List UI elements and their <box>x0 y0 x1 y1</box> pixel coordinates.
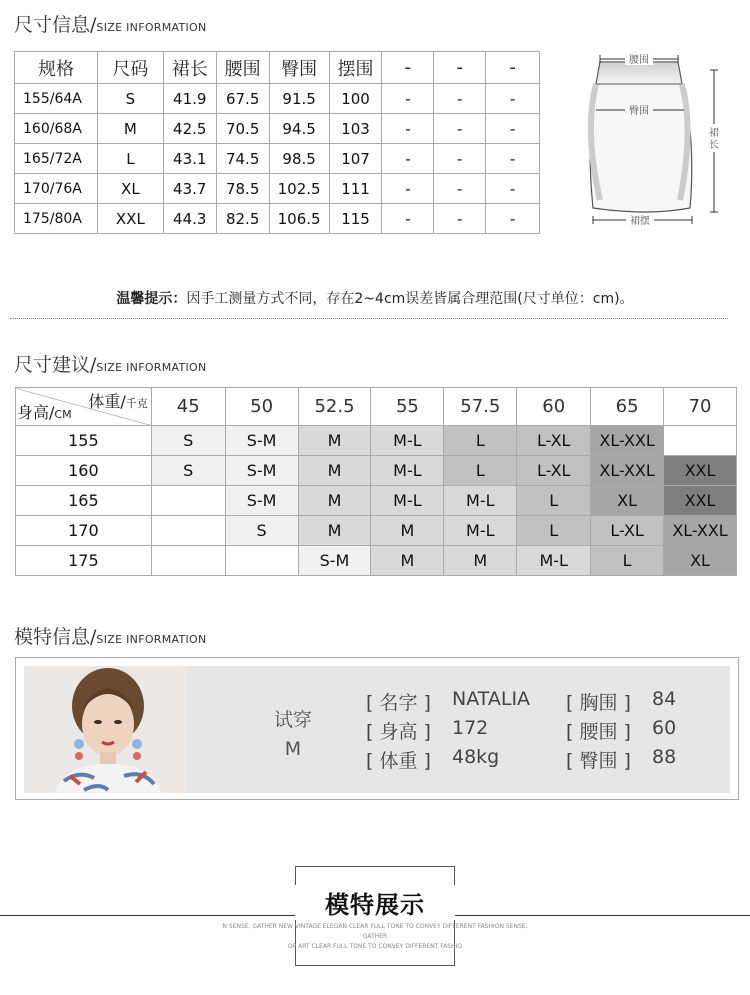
trial-size-value: M <box>284 738 302 760</box>
table-cell: 41.9 <box>163 84 216 114</box>
table-cell: XL <box>97 174 163 204</box>
size-cell: XL-XXL <box>591 426 664 456</box>
diagram-hip-label: 臀围 <box>629 106 649 117</box>
table-cell: - <box>486 84 540 114</box>
header-length: 裙长 <box>163 52 216 84</box>
size-cell: XL <box>664 546 737 576</box>
table-row <box>16 456 737 486</box>
model-name-label: [ 名字 ] <box>366 692 431 714</box>
table-cell: - <box>486 114 540 144</box>
height-header: 175 <box>16 546 152 576</box>
size-cell: XL <box>591 486 664 516</box>
table-cell: - <box>434 204 486 234</box>
table-cell: - <box>434 114 486 144</box>
size-cell: XL-XXL <box>664 516 737 546</box>
size-cell: S-M <box>225 456 298 486</box>
size-cell: L <box>444 456 517 486</box>
table-cell: 91.5 <box>269 84 329 114</box>
size-info-title-en: SIZE INFORMATION <box>96 21 207 34</box>
weight-axis-label: 体重/千克 <box>88 392 148 411</box>
size-cell: M <box>298 456 371 486</box>
diagram-hem-label: 裙摆 <box>630 216 650 227</box>
size-cell: S-M <box>225 426 298 456</box>
model-waist-value: 60 <box>652 717 677 739</box>
size-cell: L <box>591 546 664 576</box>
note-text: 因手工测量方式不同，存在2~4cm误差皆属合理范围(尺寸单位：cm)。 <box>186 291 634 307</box>
skirt-diagram <box>578 50 728 230</box>
weight-header: 50 <box>225 388 298 426</box>
header-blank: - <box>486 52 540 84</box>
model-bust-label: [ 胸围 ] <box>566 692 631 714</box>
table-cell: 115 <box>329 204 382 234</box>
weight-header-row <box>16 388 737 426</box>
table-cell: 74.5 <box>216 144 269 174</box>
note-label: 温馨提示： <box>116 291 187 307</box>
model-info-card <box>15 657 739 800</box>
table-cell: 42.5 <box>163 114 216 144</box>
size-rec-title-en: SIZE INFORMATION <box>96 361 207 374</box>
height-axis-label: 身高/CM <box>17 403 72 422</box>
table-cell: 78.5 <box>216 174 269 204</box>
dotted-divider <box>10 318 728 319</box>
table-cell: 165/72A <box>15 144 98 174</box>
model-height-value: 172 <box>452 717 489 739</box>
weight-header: 60 <box>517 388 591 426</box>
size-cell: M <box>298 486 371 516</box>
table-cell: 67.5 <box>216 84 269 114</box>
weight-header: 45 <box>151 388 225 426</box>
table-cell: 103 <box>329 114 382 144</box>
size-cell: L-XL <box>591 516 664 546</box>
table-cell: - <box>382 144 434 174</box>
weight-header: 70 <box>664 388 737 426</box>
size-info-title-cn: 尺寸信息/ <box>14 14 97 36</box>
table-cell: 43.1 <box>163 144 216 174</box>
table-cell: - <box>382 204 434 234</box>
model-info-title-en: SIZE INFORMATION <box>96 633 207 646</box>
table-cell: 82.5 <box>216 204 269 234</box>
trial-size <box>274 706 312 764</box>
table-cell: 170/76A <box>15 174 98 204</box>
table-cell: 111 <box>329 174 382 204</box>
header-hem: 摆围 <box>329 52 382 84</box>
size-cell: M <box>371 546 444 576</box>
table-row <box>16 546 737 576</box>
model-photo <box>24 666 187 793</box>
model-name-value: NATALIA <box>452 688 531 710</box>
table-cell: 43.7 <box>163 174 216 204</box>
size-cell: M <box>371 516 444 546</box>
size-cell <box>151 516 225 546</box>
size-cell: M-L <box>371 456 444 486</box>
table-row <box>16 486 737 516</box>
size-cell <box>151 546 225 576</box>
model-hip-label: [ 臀围 ] <box>566 750 631 772</box>
height-header: 160 <box>16 456 152 486</box>
size-cell: S-M <box>225 486 298 516</box>
size-table <box>14 51 540 234</box>
table-cell: 94.5 <box>269 114 329 144</box>
weight-header: 55 <box>371 388 444 426</box>
header-hip: 臀围 <box>269 52 329 84</box>
table-row <box>15 114 540 144</box>
model-weight-label: [ 体重 ] <box>366 750 431 772</box>
model-weight-value: 48kg <box>452 746 500 768</box>
size-cell: M <box>298 426 371 456</box>
size-cell: L-XL <box>517 456 591 486</box>
diagram-length-label: 裙长 <box>709 128 719 151</box>
table-cell: 102.5 <box>269 174 329 204</box>
model-bust-value: 84 <box>652 688 677 710</box>
table-cell: 70.5 <box>216 114 269 144</box>
header-size: 尺码 <box>97 52 163 84</box>
banner-tagline-line1: N SENSE, GATHER NEW VINTAGE ELEGAN CLEAR FULL TONE TO CONVEY DIFFERENT FASHION SENSE, GATHER <box>222 923 528 940</box>
weight-header: 57.5 <box>444 388 517 426</box>
size-cell: M-L <box>517 546 591 576</box>
table-cell: 160/68A <box>15 114 98 144</box>
model-waist-label: [ 腰围 ] <box>566 721 631 743</box>
model-info-title-cn: 模特信息/ <box>14 626 97 648</box>
model-showcase-title: 模特展示 <box>295 885 455 920</box>
table-corner <box>16 388 152 426</box>
table-row <box>15 174 540 204</box>
header-waist: 腰围 <box>216 52 269 84</box>
banner-tagline-line2: OP ART CLEAR FULL TONE TO CONVEY DIFFERENT FASHIO <box>287 943 463 950</box>
height-header: 155 <box>16 426 152 456</box>
height-header: 165 <box>16 486 152 516</box>
size-cell: XXL <box>664 456 737 486</box>
trial-label: 试穿 <box>274 709 313 731</box>
size-cell: S-M <box>298 546 371 576</box>
table-row <box>16 426 737 456</box>
table-cell: - <box>382 174 434 204</box>
table-row <box>15 144 540 174</box>
measure-note <box>0 288 750 308</box>
model-portrait-icon <box>24 666 187 793</box>
size-cell: M <box>444 546 517 576</box>
weight-header: 52.5 <box>298 388 371 426</box>
table-cell: - <box>434 174 486 204</box>
header-spec: 规格 <box>15 52 98 84</box>
header-blank: - <box>434 52 486 84</box>
size-cell: XL-XXL <box>591 456 664 486</box>
table-cell: - <box>486 144 540 174</box>
size-cell: L-XL <box>517 426 591 456</box>
size-cell <box>151 486 225 516</box>
table-cell: - <box>434 84 486 114</box>
size-cell: S <box>225 516 298 546</box>
table-cell: 107 <box>329 144 382 174</box>
table-cell: 44.3 <box>163 204 216 234</box>
table-row <box>16 516 737 546</box>
weight-header: 65 <box>591 388 664 426</box>
size-cell: M-L <box>444 516 517 546</box>
size-cell: S <box>151 456 225 486</box>
size-recommendation-table <box>15 387 737 576</box>
table-cell: S <box>97 84 163 114</box>
table-cell: L <box>97 144 163 174</box>
size-cell: M-L <box>371 486 444 516</box>
table-row <box>15 204 540 234</box>
size-cell: L <box>517 516 591 546</box>
table-cell: - <box>486 204 540 234</box>
model-hip-value: 88 <box>652 746 677 768</box>
size-info-title <box>14 10 207 37</box>
table-cell: 175/80A <box>15 204 98 234</box>
size-cell: M <box>298 516 371 546</box>
size-cell: S <box>151 426 225 456</box>
table-row <box>15 84 540 114</box>
table-cell: - <box>382 84 434 114</box>
table-cell: 98.5 <box>269 144 329 174</box>
size-table-header <box>15 52 540 84</box>
table-cell: 106.5 <box>269 204 329 234</box>
table-cell: - <box>434 144 486 174</box>
model-info-title <box>14 622 207 649</box>
diagram-waist-label: 腰围 <box>629 55 649 66</box>
size-cell: M-L <box>444 486 517 516</box>
model-info-panel <box>24 666 730 793</box>
size-cell: XXL <box>664 486 737 516</box>
header-blank: - <box>382 52 434 84</box>
table-cell: - <box>382 114 434 144</box>
size-cell <box>664 426 737 456</box>
size-cell: M-L <box>371 426 444 456</box>
size-cell: L <box>444 426 517 456</box>
model-height-label: [ 身高 ] <box>366 721 431 743</box>
table-cell: M <box>97 114 163 144</box>
table-cell: 155/64A <box>15 84 98 114</box>
table-cell: 100 <box>329 84 382 114</box>
size-cell <box>225 546 298 576</box>
size-cell: L <box>517 486 591 516</box>
size-rec-title <box>14 350 207 377</box>
size-rec-title-cn: 尺寸建议/ <box>14 354 97 376</box>
banner-tagline <box>210 922 540 952</box>
table-cell: XXL <box>97 204 163 234</box>
height-header: 170 <box>16 516 152 546</box>
table-cell: - <box>486 174 540 204</box>
